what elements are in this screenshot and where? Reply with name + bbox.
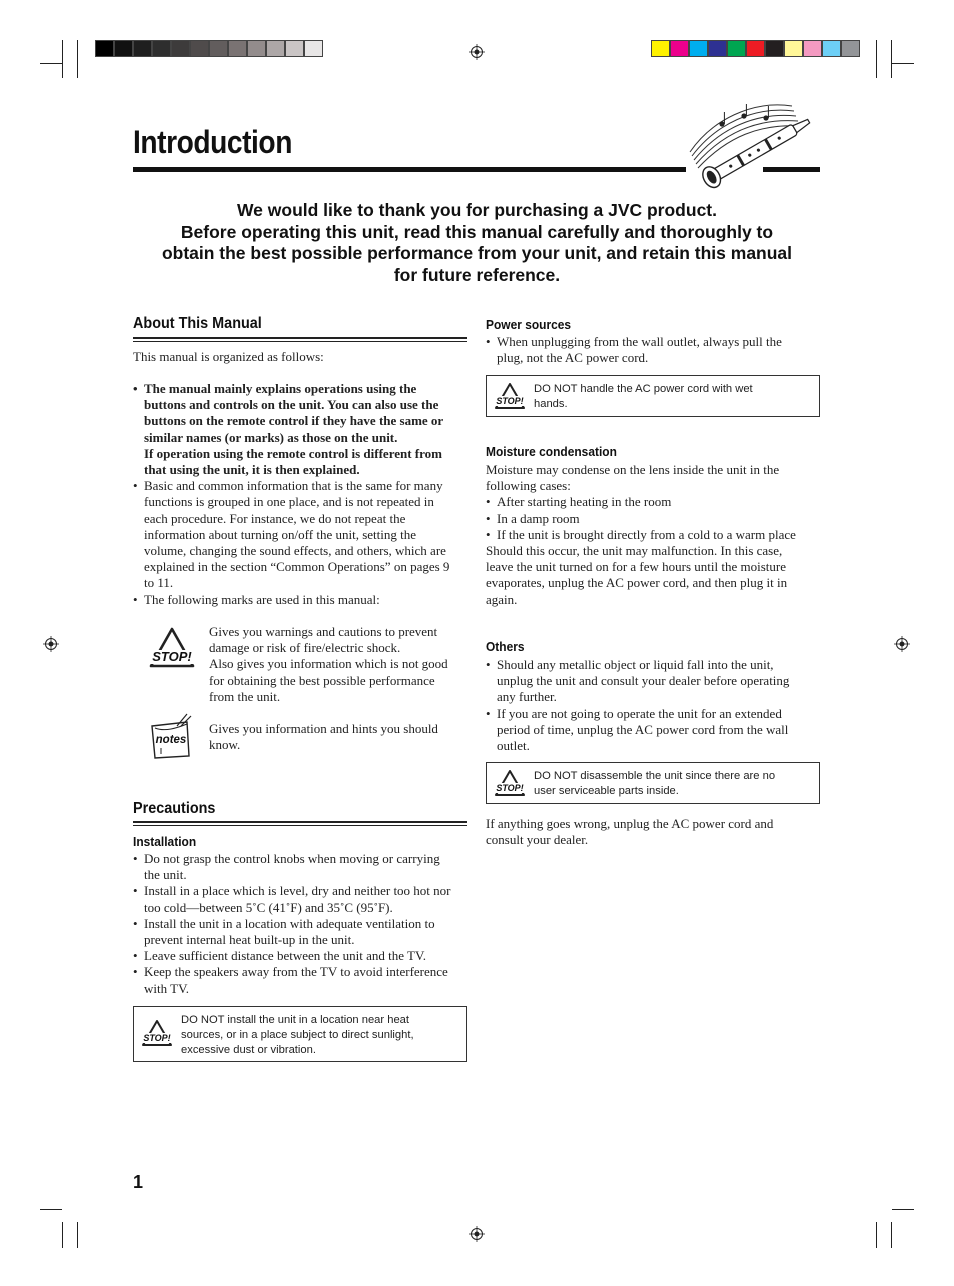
installation-heading: Installation — [133, 834, 197, 849]
list-item: • In a damp room — [486, 511, 831, 527]
title-rule-left — [133, 167, 686, 172]
svg-text:STOP!: STOP! — [496, 396, 524, 406]
color-swatch — [822, 40, 841, 57]
svg-text:STOP!: STOP! — [143, 1033, 171, 1043]
installation-warning-box — [133, 1006, 467, 1062]
color-swatch — [727, 40, 746, 57]
power-warning-box — [486, 375, 820, 417]
stop-warning-icon — [493, 382, 527, 412]
color-swatch — [133, 40, 152, 57]
color-swatch — [228, 40, 247, 57]
svg-text:STOP!: STOP! — [152, 649, 192, 664]
color-swatch — [304, 40, 323, 57]
color-swatch — [95, 40, 114, 57]
intro-line: Before operating this unit, read this manual carefully and thoroughly to — [180, 221, 774, 242]
crop-mark-top-left-v1 — [62, 40, 63, 78]
clarinet-music-illustration-icon — [682, 100, 824, 190]
crop-mark-top-left-h — [40, 63, 62, 64]
list-item: • If you are not going to operate the unit for an extended period of time, unplug the AC power cord from the wall outlet. — [486, 706, 826, 755]
list-item: • When unplugging from the wall outlet, always pull the plug, not the AC power cord. — [486, 334, 826, 366]
crop-mark-bottom-right-v1 — [876, 1222, 877, 1248]
closing-text: If anything goes wrong, unplug the AC power cord and consult your dealer. — [486, 816, 774, 848]
others-heading: Others — [486, 639, 525, 654]
color-swatch — [152, 40, 171, 57]
crop-mark-bottom-right-h — [892, 1209, 914, 1210]
svg-text:notes: notes — [155, 734, 187, 746]
list-item: • Basic and common information that is the same for many functions is grouped in one place, and is not repeated in each procedure. For instance, we do not repeat the information about turning on/off the unit, setting the volume, changing the sound effects, and others, which are explained in the section “Common Operations” on pages 9 to 11. — [133, 478, 473, 591]
registration-mark-icon — [469, 44, 485, 60]
color-swatch — [670, 40, 689, 57]
registration-mark-icon — [469, 1226, 485, 1242]
crop-mark-top-right-v2 — [891, 40, 892, 78]
others-warning-box — [486, 762, 820, 804]
power-sources-list — [486, 334, 826, 366]
section-rule — [133, 821, 467, 826]
registration-mark-icon — [894, 636, 910, 652]
list-item: • Leave sufficient distance between the unit and the TV. — [133, 948, 473, 964]
warning-text: DO NOT install the unit in a location near heat sources, or in a place subject to direct sunlight, excessive dust or vibration. — [181, 1014, 414, 1056]
svg-text:STOP!: STOP! — [496, 783, 524, 793]
about-lead: This manual is organized as follows: — [133, 349, 324, 364]
stop-warning-icon — [147, 626, 197, 672]
color-swatch — [266, 40, 285, 57]
color-swatch — [114, 40, 133, 57]
crop-mark-bottom-left-v2 — [77, 1222, 78, 1248]
precautions-heading: Precautions — [133, 800, 216, 817]
crop-mark-top-left-v2 — [77, 40, 78, 78]
color-swatch — [247, 40, 266, 57]
list-item: • Install the unit in a location with adequate ventilation to prevent internal heat built-up in the unit. — [133, 916, 473, 948]
color-swatch — [190, 40, 209, 57]
crop-mark-top-right-h — [892, 63, 914, 64]
color-swatch — [841, 40, 860, 57]
list-item: • Keep the speakers away from the TV to avoid interference with TV. — [133, 964, 473, 996]
list-item: • Do not grasp the control knobs when moving or carrying the unit. — [133, 851, 473, 883]
page-title: Introduction — [133, 124, 292, 160]
stop-mark-description: Gives you warnings and cautions to prevent damage or risk of fire/electric shock. Also gives you information which is not good for obtaining the best possible performance from the unit. — [209, 624, 448, 704]
color-swatch — [765, 40, 784, 57]
crop-mark-bottom-right-v2 — [891, 1222, 892, 1248]
list-item: • The manual mainly explains operations using the buttons and controls on the unit. You can also use the buttons on the remote control if they have the same or similar names (or marks) as those on the unit. If operation using the remote control is different from that using the unit, it is then explained. — [133, 381, 473, 478]
page-number: 1 — [133, 1172, 144, 1192]
moisture-text: Moisture may condense on the lens inside the unit in the following cases: • After starting heating in the room • In a damp room • If the unit is brought directly from a cold to a warm place Should this occur, the unit may malfunction. In this case, leave the unit turned on for a few hours until the moisture evaporates, unplug the AC power cord, and then plug it in again. — [486, 462, 831, 608]
notes-icon — [147, 712, 195, 760]
installation-list — [133, 851, 473, 997]
section-rule — [133, 337, 467, 342]
others-list — [486, 657, 826, 754]
notes-mark-description: Gives you information and hints you should know. — [209, 721, 438, 753]
list-item: • After starting heating in the room — [486, 494, 831, 510]
intro-line: We would like to thank you for purchasing a JVC product. — [236, 200, 717, 220]
about-heading: About This Manual — [133, 315, 262, 332]
stop-warning-icon — [493, 769, 527, 799]
color-swatch — [746, 40, 765, 57]
crop-mark-bottom-left-v1 — [62, 1222, 63, 1248]
color-swatch — [209, 40, 228, 57]
power-sources-heading: Power sources — [486, 317, 572, 332]
list-item: • Should any metallic object or liquid fall into the unit, unplug the unit and consult your dealer before operating any further. — [486, 657, 826, 706]
list-item: • The following marks are used in this manual: — [133, 592, 473, 608]
crop-mark-bottom-left-h — [40, 1209, 62, 1210]
color-swatch — [689, 40, 708, 57]
color-swatch — [285, 40, 304, 57]
intro-line: for future reference. — [393, 264, 561, 285]
stop-warning-icon — [140, 1019, 174, 1049]
color-swatch — [784, 40, 803, 57]
about-bullets — [133, 381, 473, 608]
color-swatch — [171, 40, 190, 57]
warning-text: DO NOT disassemble the unit since there are no user serviceable parts inside. — [534, 770, 776, 797]
registration-mark-icon — [43, 636, 59, 652]
crop-mark-top-right-v1 — [876, 40, 877, 78]
color-swatch — [803, 40, 822, 57]
list-item: • Install in a place which is level, dry and neither too hot nor too cold—between 5˚C (41˚F) and 35˚C (95˚F). — [133, 883, 473, 915]
warning-text: DO NOT handle the AC power cord with wet hands. — [534, 383, 753, 410]
color-swatch — [651, 40, 670, 57]
intro-line: obtain the best possible performance from your unit, and retain this manual — [161, 243, 793, 263]
moisture-heading: Moisture condensation — [486, 444, 617, 459]
intro-paragraph — [130, 200, 824, 286]
color-swatch — [708, 40, 727, 57]
list-item: • If the unit is brought directly from a cold to a warm place — [486, 527, 831, 543]
